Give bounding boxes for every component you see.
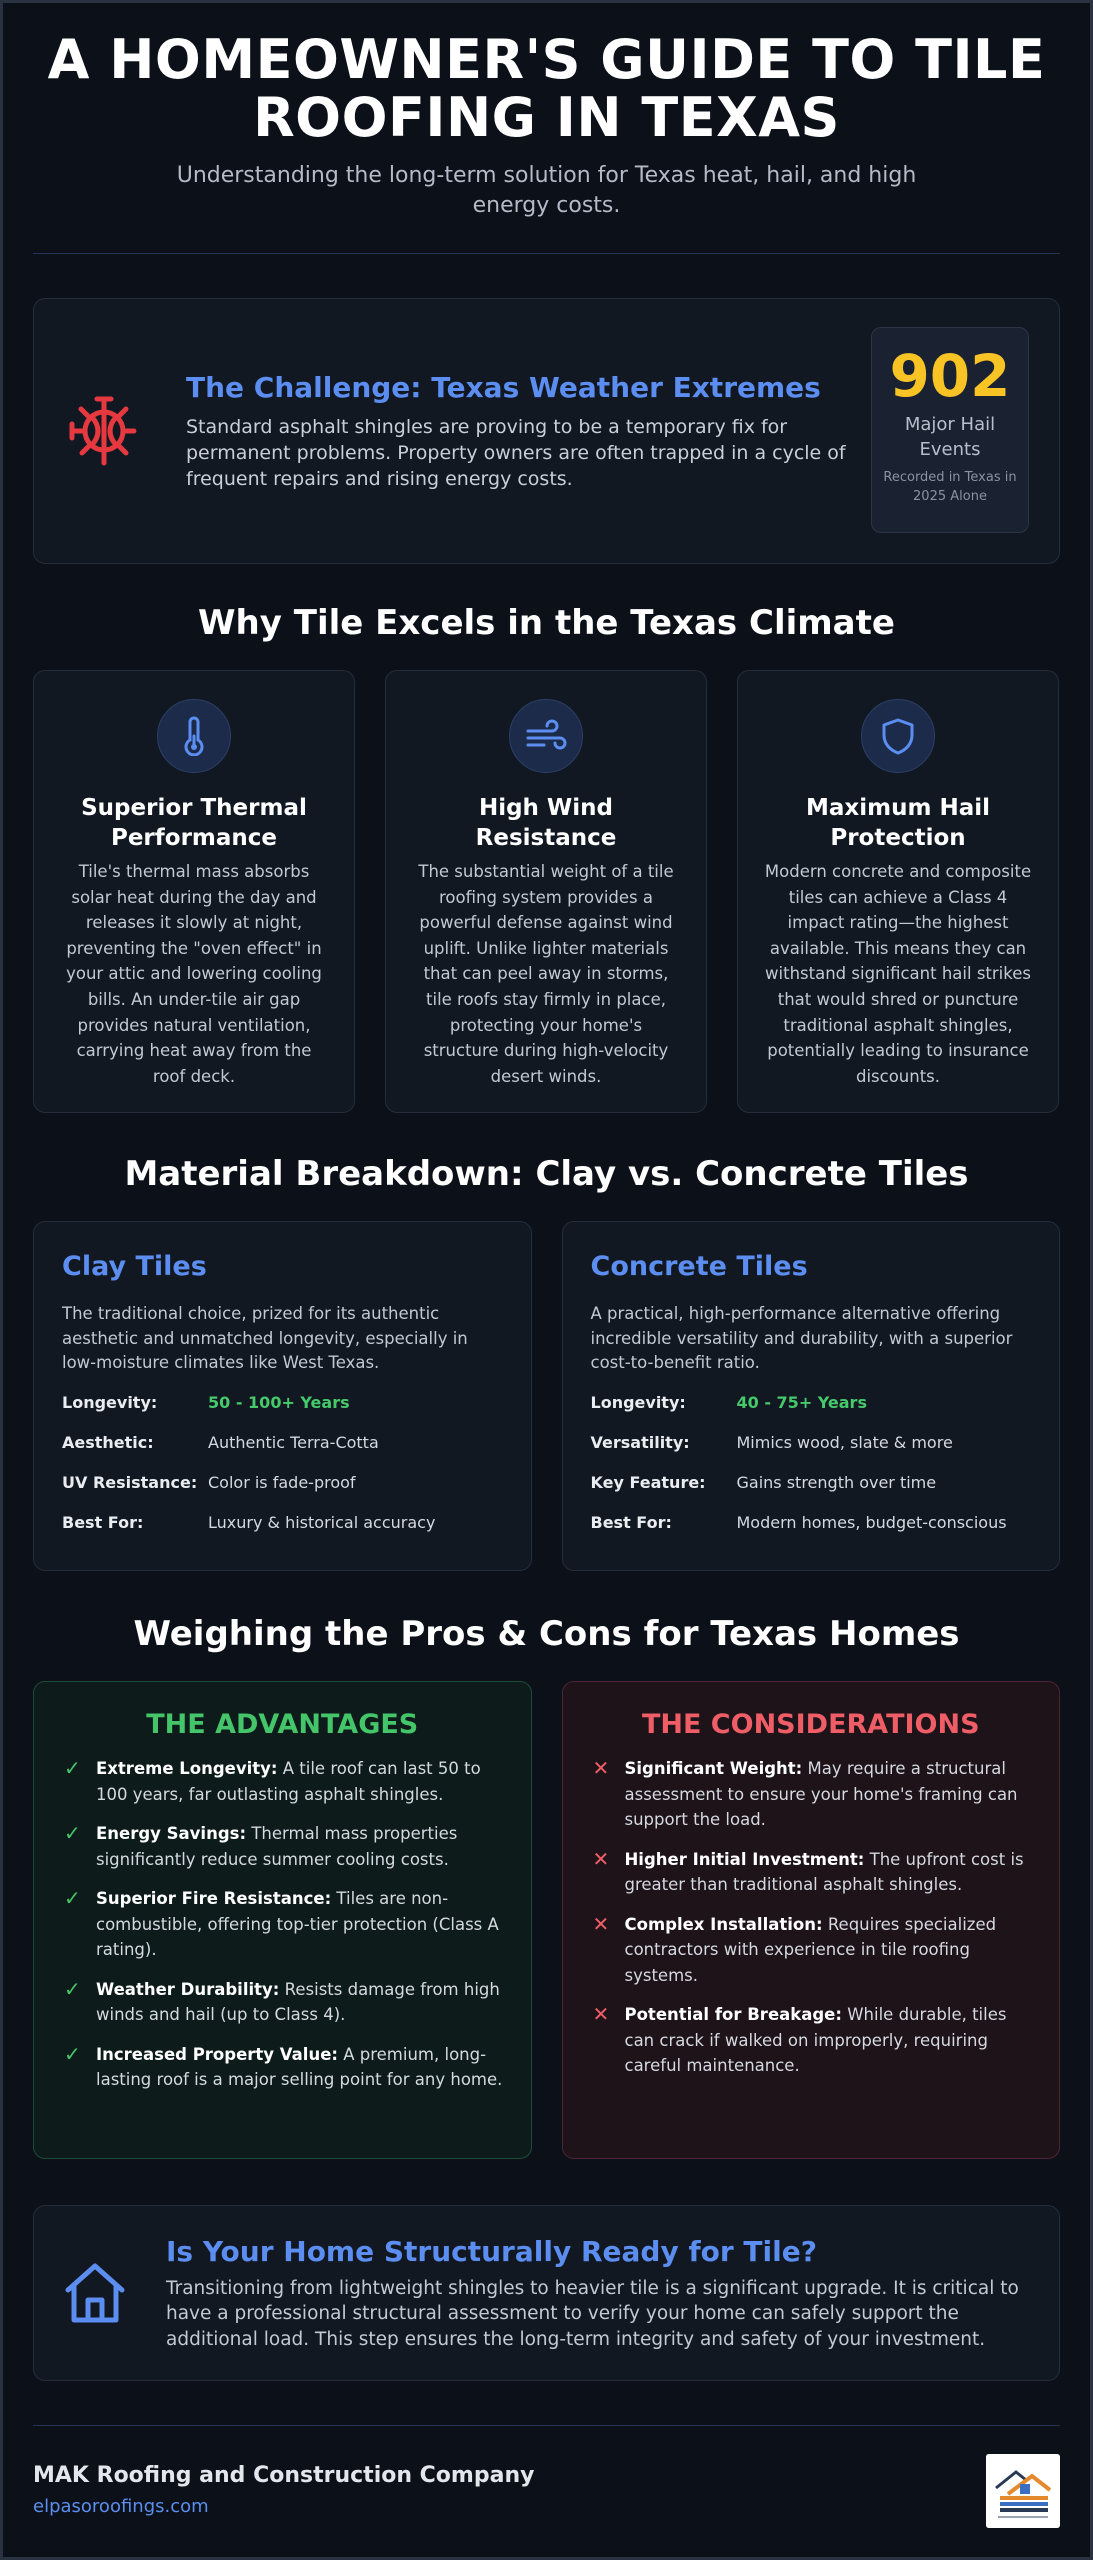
hail-stat-box xyxy=(871,327,1029,533)
list-item: ✕ Higher Initial Investment: The upfront cost is greater than traditional asphalt shingles. xyxy=(589,1847,1034,1898)
spec-key: Key Feature: xyxy=(590,1472,706,1492)
advantages-title: THE ADVANTAGES xyxy=(146,1709,419,1740)
check-icon: ✓ xyxy=(64,1976,81,2001)
cross-icon: ✕ xyxy=(592,1756,610,1780)
list-item: ✓ Extreme Longevity: A tile roof can last 50 to 100 years, far outlasting asphalt shingles. xyxy=(60,1756,505,1807)
feature-cards xyxy=(33,670,1060,1113)
feature-text: The substantial weight of a tile roofing system provides a powerful defense against wind uplift. Unlike lighter materials that can peel away in storms, tile roofs stay firmly in place, protecting your home's structure during high-velocity desert winds. xyxy=(418,862,674,1086)
why-section-title: Why Tile Excels in the Texas Climate xyxy=(198,603,895,643)
concrete-tiles-card xyxy=(562,1221,1061,1571)
cross-icon: ✕ xyxy=(592,1911,610,1936)
spec-value: Authentic Terra-Cotta xyxy=(208,1432,379,1452)
spec-key: Best For: xyxy=(590,1512,672,1532)
clay-tiles-description: The traditional choice, prized for its authentic aesthetic and unmatched longevity, especially in low-moisture climates like West Texas. xyxy=(62,1304,468,1372)
advantages-card xyxy=(33,1681,532,2159)
spec-key: Versatility: xyxy=(590,1432,690,1452)
ready-description: Transitioning from lightweight shingles to heavier tile is a significant upgrade. It is critical to have a professional structural assessment to verify your home can safely support the additional load. This step ensures the long-term integrity and safety of your investment. xyxy=(166,2277,1019,2350)
materials-section-title: Material Breakdown: Clay vs. Concrete Tiles xyxy=(124,1154,969,1194)
clay-tiles-title: Clay Tiles xyxy=(62,1251,207,1282)
list-item: ✕ Potential for Breakage: While durable, tiles can crack if walked on improperly, requiring careful maintenance. xyxy=(589,2002,1034,2079)
feature-card-hail xyxy=(737,670,1059,1113)
considerations-card xyxy=(562,1681,1061,2159)
spec-row xyxy=(591,1390,1032,1416)
advantages-list xyxy=(60,1756,505,2093)
spec-row xyxy=(591,1430,1032,1456)
check-icon: ✓ xyxy=(64,1756,81,1780)
feature-title: Superior Thermal Performance xyxy=(81,795,307,851)
check-icon: ✓ xyxy=(64,1886,81,1910)
header xyxy=(33,3,1060,221)
footer-divider xyxy=(33,2425,1060,2426)
spec-row xyxy=(591,1510,1032,1536)
cross-icon: ✕ xyxy=(592,2002,610,2026)
spec-row xyxy=(62,1430,503,1456)
concrete-tiles-description: A practical, high-performance alternative offering incredible versatility and durability, with a superior cost-to-benefit ratio. xyxy=(590,1304,1013,1372)
page-title: A HOMEOWNER'S GUIDE TO TILE ROOFING IN TEXAS xyxy=(47,28,1046,149)
material-cards xyxy=(33,1221,1060,1571)
spec-value: 50 - 100+ Years xyxy=(208,1392,350,1412)
footer xyxy=(33,2454,1060,2528)
feature-text: Tile's thermal mass absorbs solar heat during the day and releases it slowly at night, preventing the "oven effect" in your attic and lowering cooling bills. An under-tile air gap provides natural ventilation, carrying heat away from the roof deck. xyxy=(66,862,322,1086)
spec-row xyxy=(62,1510,503,1536)
considerations-list xyxy=(589,1756,1034,2079)
hail-stat-value: 902 xyxy=(889,342,1011,410)
spec-value: Luxury & historical accuracy xyxy=(208,1512,436,1532)
cross-icon: ✕ xyxy=(592,1846,610,1871)
list-item: ✓ Weather Durability: Resists damage from high winds and hail (up to Class 4). xyxy=(60,1977,505,2028)
feature-title: High Wind Resistance xyxy=(475,795,617,851)
ready-text-block xyxy=(166,2234,1031,2353)
spec-value: Gains strength over time xyxy=(736,1472,937,1492)
spec-key: Longevity: xyxy=(590,1392,686,1412)
header-divider xyxy=(33,253,1060,254)
virus-icon xyxy=(62,391,142,471)
page-subtitle: Understanding the long-term solution for Texas heat, hail, and high energy costs. xyxy=(176,163,917,218)
feature-title: Maximum Hail Protection xyxy=(806,795,990,851)
list-item: ✓ Increased Property Value: A premium, long-lasting roof is a major selling point for any home. xyxy=(60,2042,505,2093)
spec-row xyxy=(591,1470,1032,1496)
thermometer-icon xyxy=(157,699,231,773)
pros-cons-section-title: Weighing the Pros & Cons for Texas Homes xyxy=(133,1614,960,1654)
concrete-tiles-title: Concrete Tiles xyxy=(590,1251,808,1282)
challenge-title: The Challenge: Texas Weather Extremes xyxy=(186,371,821,404)
wind-icon xyxy=(509,699,583,773)
spec-value: 40 - 75+ Years xyxy=(736,1392,867,1412)
footer-company-block xyxy=(33,2462,534,2520)
ready-title: Is Your Home Structurally Ready for Tile? xyxy=(166,2234,817,2268)
hail-stat-note: Recorded in Texas in 2025 Alone xyxy=(883,470,1017,504)
clay-spec-list xyxy=(62,1390,503,1536)
feature-text: Modern concrete and composite tiles can achieve a Class 4 impact rating—the highest available. This means they can withstand significant hail strikes that would shred or puncture traditional asphalt shingles, potentially leading to insurance discounts. xyxy=(764,862,1032,1086)
spec-row xyxy=(62,1470,503,1496)
company-name: MAK Roofing and Construction Company xyxy=(33,2463,535,2488)
considerations-title: THE CONSIDERATIONS xyxy=(641,1709,980,1740)
concrete-spec-list xyxy=(591,1390,1032,1536)
spec-value: Mimics wood, slate & more xyxy=(736,1432,953,1452)
spec-key: Best For: xyxy=(62,1512,144,1532)
company-logo xyxy=(986,2454,1060,2528)
spec-key: UV Resistance: xyxy=(62,1472,198,1492)
spec-value: Modern homes, budget-conscious xyxy=(736,1512,1007,1532)
challenge-text-block xyxy=(186,370,846,492)
pros-cons-columns xyxy=(33,1681,1060,2159)
spec-value: Color is fade-proof xyxy=(208,1472,356,1492)
list-item: ✕ Complex Installation: Requires specialized contractors with experience in tile roofing systems. xyxy=(589,1912,1034,1989)
feature-card-thermal xyxy=(33,670,355,1113)
spec-key: Aesthetic: xyxy=(62,1432,154,1452)
structural-ready-card xyxy=(33,2205,1060,2381)
list-item: ✓ Energy Savings: Thermal mass properties significantly reduce summer cooling costs. xyxy=(60,1821,505,1872)
spec-key: Longevity: xyxy=(62,1392,158,1412)
hail-stat-label: Major Hail Events xyxy=(904,414,996,460)
list-item: ✕ Significant Weight: May require a structural assessment to ensure your home's framing can support the load. xyxy=(589,1756,1034,1833)
feature-card-wind xyxy=(385,670,707,1113)
challenge-description: Standard asphalt shingles are proving to be a temporary fix for permanent problems. Property owners are often trapped in a cycle of frequent repairs and rising energy costs. xyxy=(186,416,846,490)
clay-tiles-card xyxy=(33,1221,532,1571)
company-website-link[interactable]: elpasoroofings.com xyxy=(33,2496,209,2517)
check-icon: ✓ xyxy=(64,2041,81,2066)
shield-icon xyxy=(861,699,935,773)
challenge-card xyxy=(33,298,1060,564)
check-icon: ✓ xyxy=(64,1821,81,1845)
house-icon xyxy=(62,2260,128,2326)
list-item: ✓ Superior Fire Resistance: Tiles are non-combustible, offering top-tier protection (Class A rating). xyxy=(60,1886,505,1963)
spec-row xyxy=(62,1390,503,1416)
